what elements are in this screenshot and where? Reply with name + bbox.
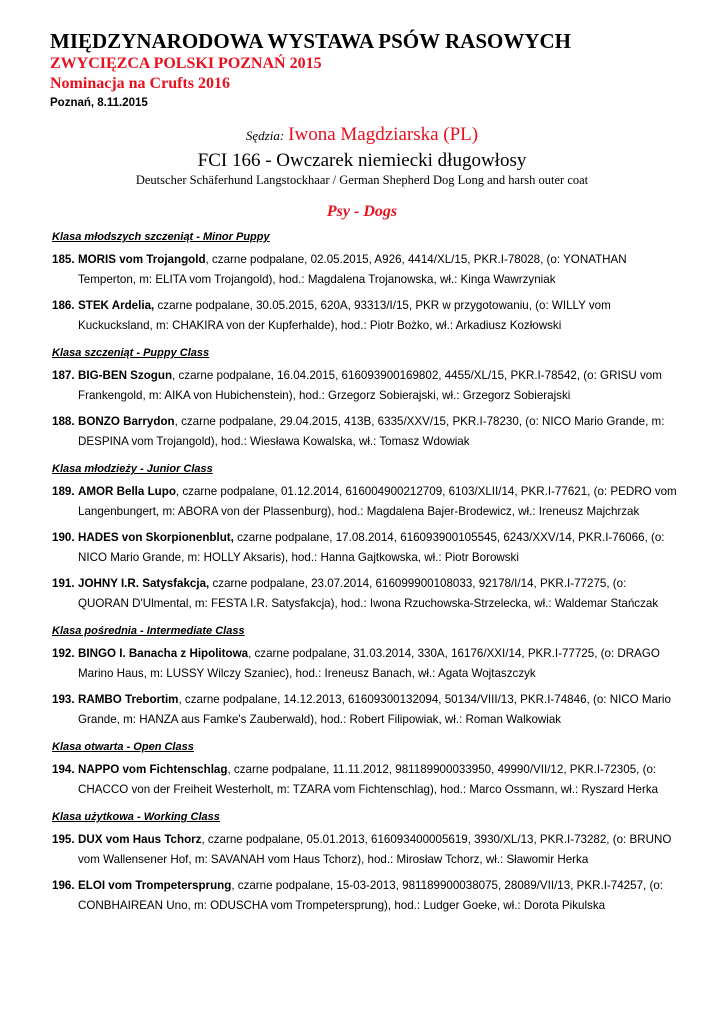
class-heading: Klasa użytkowa - Working Class [52,811,220,823]
entry-text [78,574,680,614]
breed-subtitle: Deutscher Schäferhund Langstockhaar / German Shepherd Dog Long and harsh outer coat [135,173,589,187]
catalog-number: 196. [52,879,75,892]
dog-name: RAMBO Trebortim [78,693,179,706]
catalog-number: 189. [52,485,75,498]
class-section [52,460,680,614]
class-heading: Klasa młodzieży - Junior Class [52,463,213,475]
dog-details: , czarne podpalane, 02.05.2015, A926, 4414/XL/15, PKR.I-78028, (o: YONATHAN Temperton, m: ELITA vom Trojangold), hod.: Magdalena Trojanowska, wł.: Kinga Wawrzyniak [78,253,627,286]
dog-name: AMOR Bella Lupo [78,485,176,498]
show-subtitle: ZWYCIĘZCA POLSKI POZNAŃ 2015 [50,55,322,72]
dog-name: NAPPO vom Fichtenschlag [78,763,228,776]
class-section [52,228,680,336]
judge-label: Sędzia: [245,128,285,143]
entry-text [78,760,680,800]
dog-name: HADES von Skorpionenblut, [78,531,234,544]
breed-title: FCI 166 - Owczarek niemiecki długowłosy [197,150,527,171]
dog-entry [52,366,680,406]
dog-entry [52,574,680,614]
entry-text [78,366,680,406]
dog-name: BIG-BEN Szogun [78,369,173,382]
dog-entry [52,690,680,730]
entry-text [78,644,680,684]
entry-text [78,412,680,452]
dog-entry [52,830,680,870]
catalog-number: 191. [52,577,75,590]
entry-text [78,876,680,916]
class-section [52,738,680,800]
dog-entry [52,412,680,452]
crufts-nomination: Nominacja na Crufts 2016 [50,75,230,92]
dog-entry [52,876,680,916]
judge-line [0,124,724,146]
entry-text [78,296,680,336]
dog-details: , czarne podpalane, 05.01.2013, 616093400005619, 3930/XL/13, PKR.I-73282, (o: BRUNO vom Wallensener Hof, m: SAVANAH vom Haus Tchorz), hod.: Mirosław Tchorz, wł.: Sławomir Herka [78,833,672,866]
entry-text [78,250,680,290]
dog-name: JOHNY I.R. Satysfakcja, [78,577,210,590]
dog-details: , czarne podpalane, 29.04.2015, 413B, 6335/XXV/15, PKR.I-78230, (o: NICO Mario Grande, m: DESPINA vom Trojangold), hod.: Wiesława Kowalska, wł.: Tomasz Wdowiak [78,415,665,448]
class-heading: Klasa otwarta - Open Class [52,741,194,753]
catalog-number: 194. [52,763,75,776]
dog-name: BONZO Barrydon [78,415,175,428]
dog-name: DUX vom Haus Tchorz [78,833,202,846]
sex-heading: Psy - Dogs [326,203,398,220]
dog-details: czarne podpalane, 17.08.2014, 616093900105545, 6243/XXV/14, PKR.I-76066, (o: NICO Mario Grande, m: HOLLY Aksaris), hod.: Hanna Gajtkowska, wł.: Piotr Borowski [78,531,665,564]
dog-details: czarne podpalane, 23.07.2014, 616099900108033, 92178/I/14, PKR.I-77275, (o: QUORAN D'Ulmental, m: FESTA I.R. Satysfakcja), hod.: Iwona Rzuchowska-Strzelecka, wł.: Waldemar Stańczak [78,577,659,610]
entry-text [78,528,680,568]
dog-details: czarne podpalane, 30.05.2015, 620A, 93313/I/15, PKR w przygotowaniu, (o: WILLY vom Kuckucksland, m: CHAKIRA von der Kupferhalde), hod.: Piotr Bożko, wł.: Arkadiusz Kozłowski [78,299,611,332]
dog-entry [52,250,680,290]
catalog-number: 195. [52,833,75,846]
class-heading: Klasa młodszych szczeniąt - Minor Puppy [52,231,270,243]
dog-name: ELOI vom Trompetersprung [78,879,232,892]
class-section [52,344,680,452]
dog-entry [52,482,680,522]
dog-details: , czarne podpalane, 01.12.2014, 616004900212709, 6103/XLII/14, PKR.I-77621, (o: PEDRO vom Langenbungert, m: ABORA von der Plassenburg), hod.: Magdalena Bajer-Brodewicz, wł.: Ireneusz Majchrzak [78,485,677,518]
class-heading: Klasa szczeniąt - Puppy Class [52,347,210,359]
dog-entry [52,528,680,568]
catalog-number: 185. [52,253,75,266]
dog-name: STEK Ardelia, [78,299,155,312]
dog-details: , czarne podpalane, 11.11.2012, 981189900033950, 49990/VII/12, PKR.I-72305, (o: CHACCO von der Freiheit Westerholt, m: TZARA vom Fichtenschlag), hod.: Marco Ossmann, wł.: Ryszard Herka [78,763,659,796]
show-title: MIĘDZYNARODOWA WYSTAWA PSÓW RASOWYCH [50,29,572,53]
class-section [52,622,680,730]
dog-name: BINGO I. Banacha z Hipolitowa [78,647,249,660]
class-heading: Klasa pośrednia - Intermediate Class [52,625,245,637]
dog-entry [52,760,680,800]
catalog-number: 190. [52,531,75,544]
judge-name: Iwona Magdziarska (PL) [288,124,479,145]
place-date: Poznań, 8.11.2015 [50,97,148,109]
dog-name: MORIS vom Trojangold [78,253,206,266]
catalog-number: 186. [52,299,75,312]
document-header [50,28,690,111]
catalog-number: 192. [52,647,75,660]
dog-details: , czarne podpalane, 15-03-2013, 981189900038075, 28089/VII/13, PKR.I-74257, (o: CONBHAIREAN Uno, m: ODUSCHA vom Trompetersprung), hod.: Ludger Goeke, wł.: Dorota Pikulska [78,879,663,912]
catalog-number: 187. [52,369,75,382]
entry-text [78,830,680,870]
dog-entry [52,644,680,684]
dog-details: , czarne podpalane, 16.04.2015, 616093900169802, 4455/XL/15, PKR.I-78542, (o: GRISU vom Frankengold, m: AIKA von Hubichenstein), hod.: Grzegorz Sobierajski, wł.: Grzegorz Sobierajski [78,369,662,402]
dog-details: , czarne podpalane, 14.12.2013, 61609300132094, 50134/VIII/13, PKR.I-74846, (o: NICO Mario Grande, m: HANZA aus Famke's Zauberwald), hod.: Robert Filipowiak, wł.: Roman Walkowiak [78,693,671,726]
dog-entry [52,296,680,336]
catalog-number: 193. [52,693,75,706]
dog-details: , czarne podpalane, 31.03.2014, 330A, 16176/XXI/14, PKR.I-77725, (o: DRAGO Marino Haus, m: LUSSY Wilczy Szaniec), hod.: Ireneusz Banach, wł.: Agata Wojtaszczyk [78,647,660,680]
entry-text [78,690,680,730]
class-section [52,808,680,916]
entry-text [78,482,680,522]
entries-content [52,220,680,922]
catalog-number: 188. [52,415,75,428]
